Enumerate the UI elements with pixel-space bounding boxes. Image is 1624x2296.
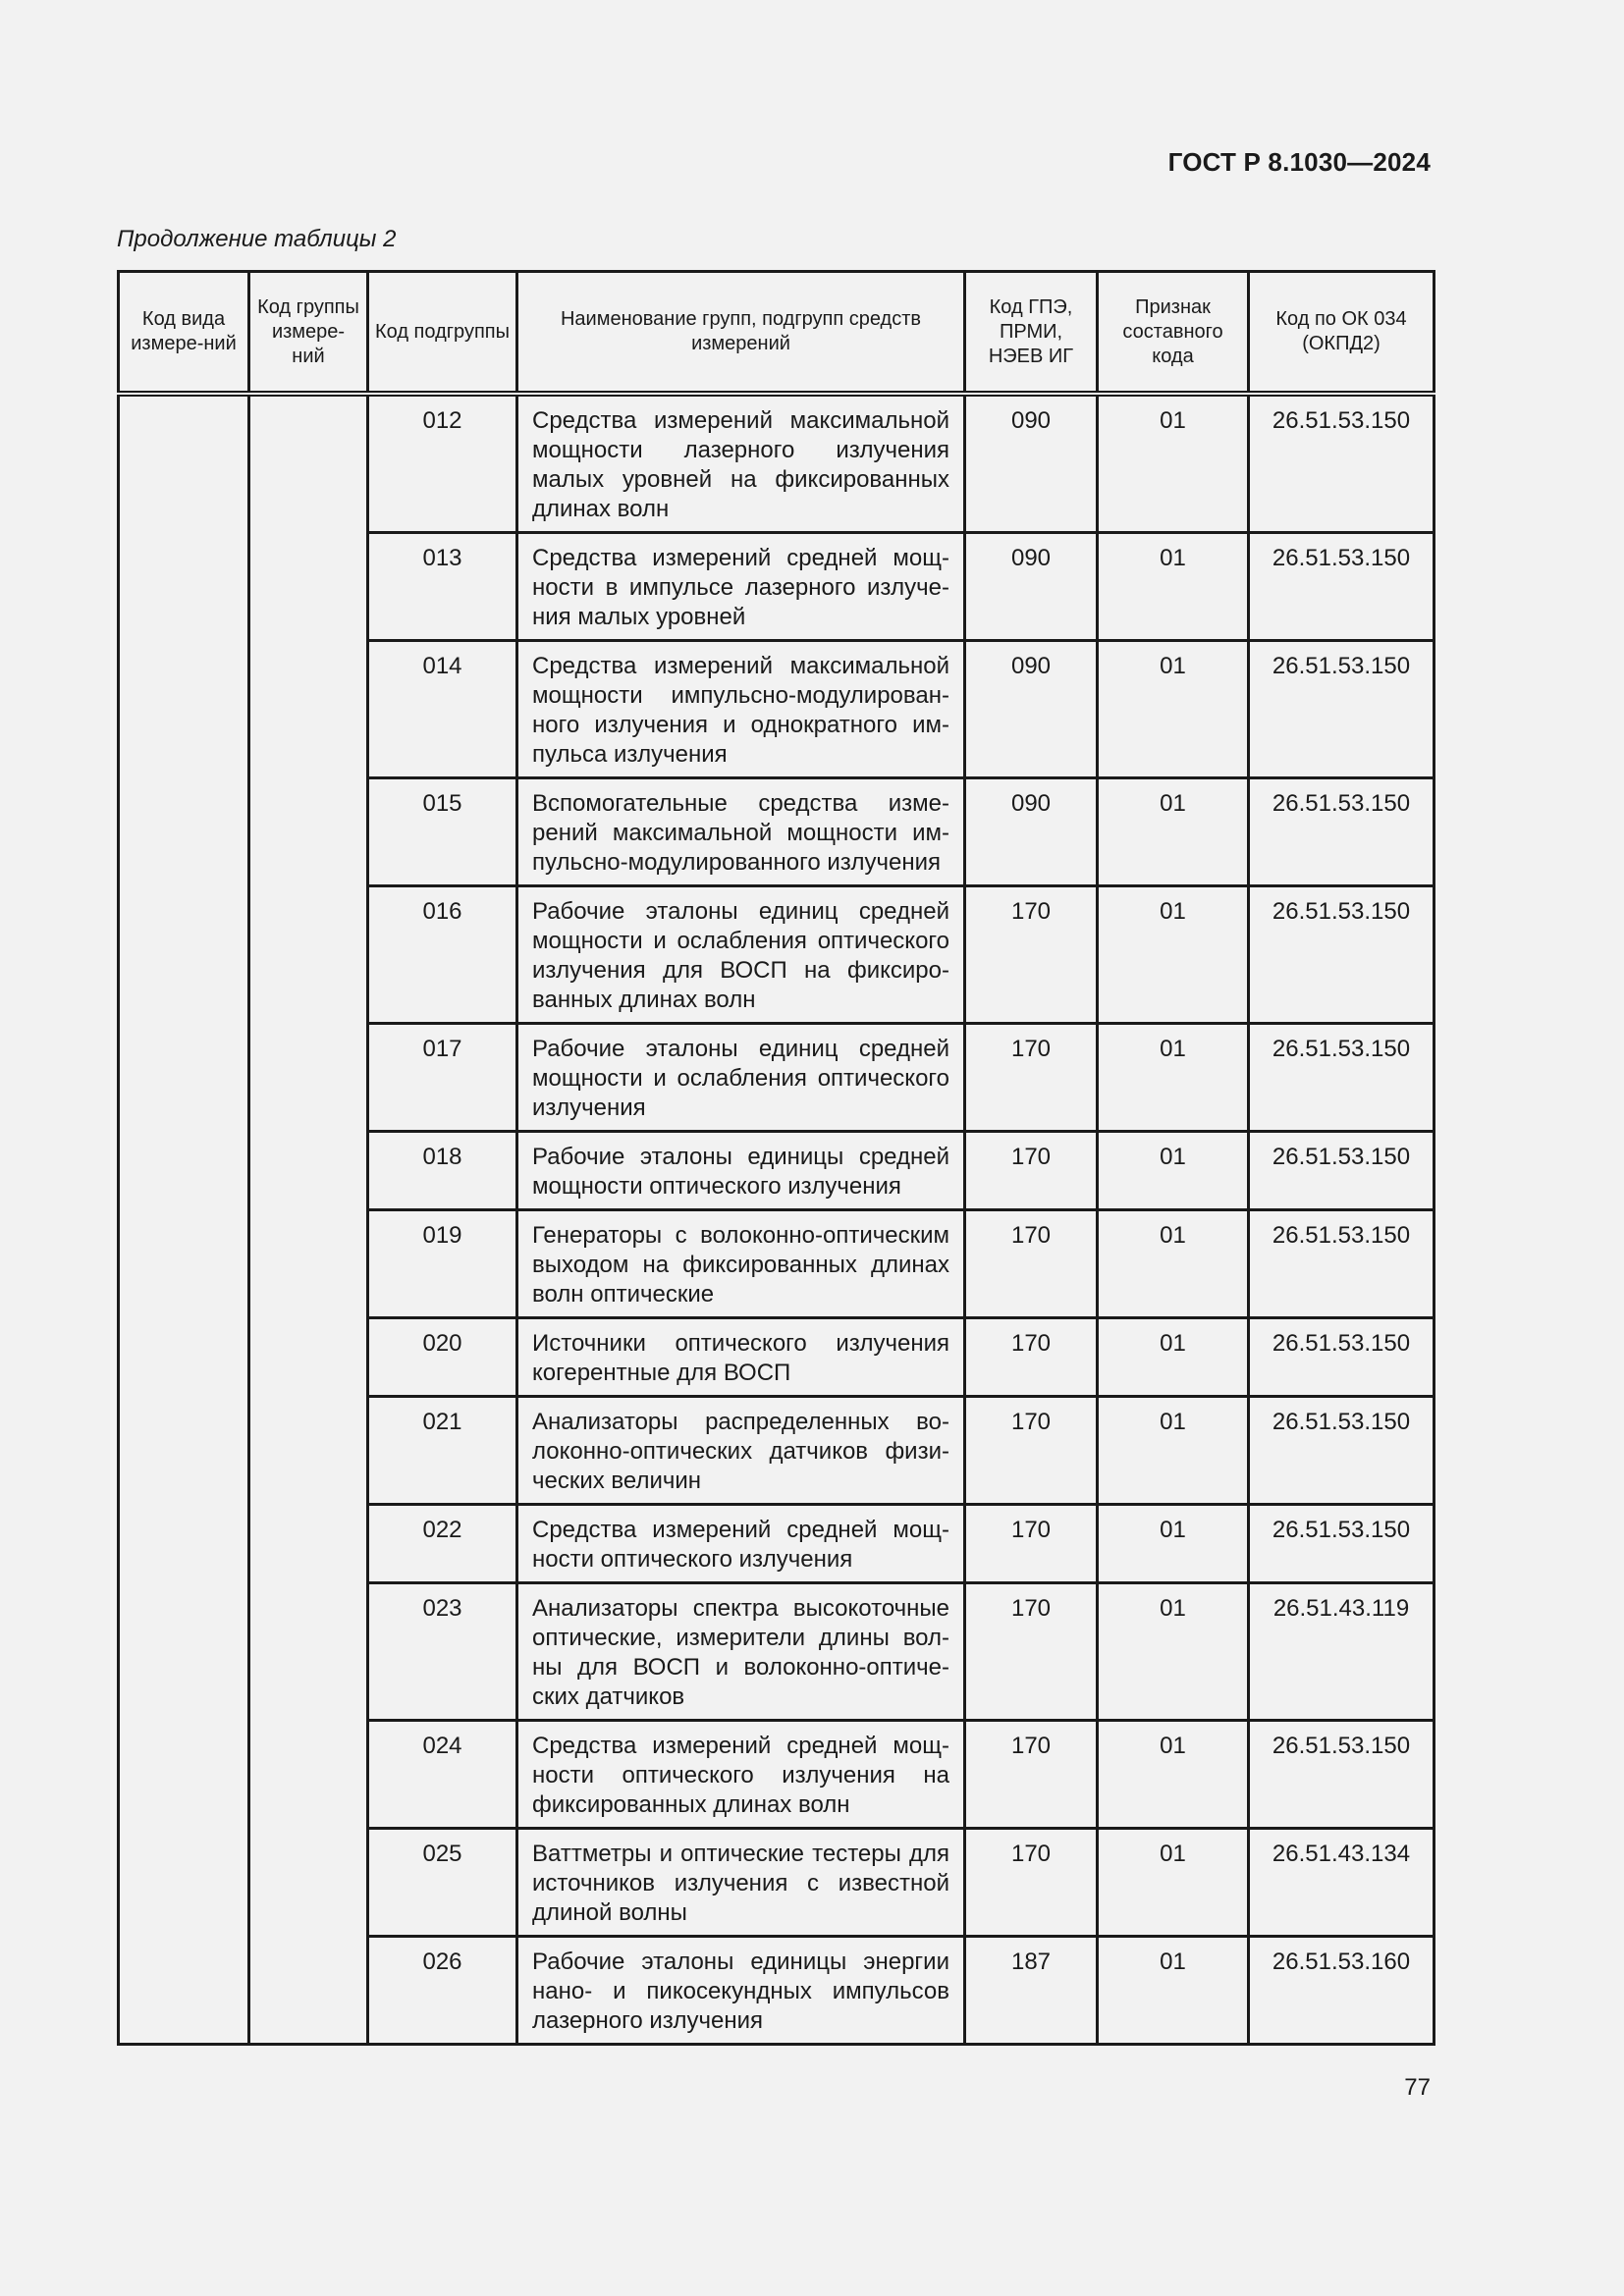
table-body (119, 394, 1435, 2045)
gpe-code-cell: 170 (965, 886, 1098, 1024)
page-number: 77 (1404, 2074, 1431, 2101)
composite-flag-cell: 01 (1098, 533, 1249, 641)
gpe-code-cell: 170 (965, 1024, 1098, 1132)
group-name-cell: Анализаторы спектра высокоточные оптические, измерители длины волны для ВОСП и волоконно-оптических датчиков (517, 1583, 965, 1721)
subgroup-code-cell: 012 (368, 394, 517, 533)
gpe-code-cell: 170 (965, 1397, 1098, 1505)
composite-flag-cell: 01 (1098, 886, 1249, 1024)
subgroup-code-cell: 022 (368, 1505, 517, 1583)
okpd2-code-cell: 26.51.53.150 (1249, 1505, 1435, 1583)
gpe-code-cell: 170 (965, 1505, 1098, 1583)
gpe-code-cell: 090 (965, 778, 1098, 886)
okpd2-code-cell: 26.51.43.134 (1249, 1829, 1435, 1937)
header-measurement-group-code: Код группы измере-ний (249, 272, 368, 395)
header-group-name: Наименование групп, подгрупп средств измерений (517, 272, 965, 395)
okpd2-code-cell: 26.51.53.150 (1249, 394, 1435, 533)
table-header-row (119, 272, 1435, 395)
subgroup-code-cell: 020 (368, 1318, 517, 1397)
okpd2-code-cell: 26.51.43.119 (1249, 1583, 1435, 1721)
subgroup-code-cell: 025 (368, 1829, 517, 1937)
gpe-code-cell: 090 (965, 394, 1098, 533)
gpe-code-cell: 170 (965, 1318, 1098, 1397)
gpe-code-cell: 170 (965, 1829, 1098, 1937)
composite-flag-cell: 01 (1098, 1024, 1249, 1132)
gpe-code-cell: 170 (965, 1721, 1098, 1829)
group-name-cell: Анализаторы распределенных волоконно-оптических датчиков физических величин (517, 1397, 965, 1505)
composite-flag-cell: 01 (1098, 1318, 1249, 1397)
subgroup-code-cell: 015 (368, 778, 517, 886)
group-name-cell: Источники оптического излучения когерентные для ВОСП (517, 1318, 965, 1397)
subgroup-code-cell: 021 (368, 1397, 517, 1505)
okpd2-code-cell: 26.51.53.150 (1249, 1721, 1435, 1829)
subgroup-code-cell: 016 (368, 886, 517, 1024)
header-okpd2-code: Код по ОК 034 (ОКПД2) (1249, 272, 1435, 395)
group-name-cell: Рабочие эталоны единиц средней мощности и ослабления оптического излучения для ВОСП на фиксированных длинах волн (517, 886, 965, 1024)
okpd2-code-cell: 26.51.53.150 (1249, 778, 1435, 886)
subgroup-code-cell: 013 (368, 533, 517, 641)
group-name-cell: Рабочие эталоны единиц средней мощности и ослабления оптического излучения (517, 1024, 965, 1132)
subgroup-code-cell: 019 (368, 1210, 517, 1318)
header-subgroup-code: Код подгруппы (368, 272, 517, 395)
composite-flag-cell: 01 (1098, 1829, 1249, 1937)
gpe-code-cell: 170 (965, 1583, 1098, 1721)
measurement-type-cell (119, 394, 249, 2045)
group-name-cell: Средства измерений максимальной мощности лазерного излучения малых уровней на фиксированных длинах волн (517, 394, 965, 533)
gpe-code-cell: 090 (965, 533, 1098, 641)
okpd2-code-cell: 26.51.53.150 (1249, 1132, 1435, 1210)
composite-flag-cell: 01 (1098, 778, 1249, 886)
okpd2-code-cell: 26.51.53.150 (1249, 533, 1435, 641)
group-name-cell: Средства измерений средней мощности оптического излучения (517, 1505, 965, 1583)
composite-flag-cell: 01 (1098, 1721, 1249, 1829)
subgroup-code-cell: 017 (368, 1024, 517, 1132)
okpd2-code-cell: 26.51.53.150 (1249, 886, 1435, 1024)
measurement-group-cell (249, 394, 368, 2045)
group-name-cell: Рабочие эталоны единицы средней мощности оптического излучения (517, 1132, 965, 1210)
header-measurement-type-code: Код вида измере-ний (119, 272, 249, 395)
composite-flag-cell: 01 (1098, 1210, 1249, 1318)
composite-flag-cell: 01 (1098, 394, 1249, 533)
group-name-cell: Средства измерений средней мощности в импульсе лазерного излучения малых уровней (517, 533, 965, 641)
composite-flag-cell: 01 (1098, 641, 1249, 778)
composite-flag-cell: 01 (1098, 1505, 1249, 1583)
group-name-cell: Средства измерений средней мощности оптического излучения на фиксированных длинах волн (517, 1721, 965, 1829)
subgroup-code-cell: 024 (368, 1721, 517, 1829)
gpe-code-cell: 187 (965, 1937, 1098, 2045)
okpd2-code-cell: 26.51.53.150 (1249, 1318, 1435, 1397)
gpe-code-cell: 170 (965, 1132, 1098, 1210)
header-gpe-code: Код ГПЭ, ПРМИ, НЭЕВ ИГ (965, 272, 1098, 395)
composite-flag-cell: 01 (1098, 1397, 1249, 1505)
subgroup-code-cell: 023 (368, 1583, 517, 1721)
group-name-cell: Средства измерений максимальной мощности импульсно-модулированного излучения и однократного импульса излучения (517, 641, 965, 778)
composite-flag-cell: 01 (1098, 1583, 1249, 1721)
okpd2-code-cell: 26.51.53.150 (1249, 1210, 1435, 1318)
composite-flag-cell: 01 (1098, 1937, 1249, 2045)
table-row (119, 394, 1435, 533)
gpe-code-cell: 090 (965, 641, 1098, 778)
group-name-cell: Ваттметры и оптические тестеры для источников излучения с известной длиной волны (517, 1829, 965, 1937)
okpd2-code-cell: 26.51.53.150 (1249, 1397, 1435, 1505)
composite-flag-cell: 01 (1098, 1132, 1249, 1210)
okpd2-code-cell: 26.51.53.160 (1249, 1937, 1435, 2045)
group-name-cell: Генераторы с волоконно-оптическим выходом на фиксированных длинах волн оптические (517, 1210, 965, 1318)
subgroup-code-cell: 014 (368, 641, 517, 778)
gpe-code-cell: 170 (965, 1210, 1098, 1318)
table-caption: Продолжение таблицы 2 (117, 226, 397, 252)
document-code: ГОСТ Р 8.1030—2024 (1167, 147, 1431, 177)
group-name-cell: Вспомогательные средства измерений максимальной мощности импульсно-модулированного излучения (517, 778, 965, 886)
group-name-cell: Рабочие эталоны единицы энергии нано- и пикосекундных импульсов лазерного излучения (517, 1937, 965, 2045)
okpd2-code-cell: 26.51.53.150 (1249, 641, 1435, 778)
okpd2-code-cell: 26.51.53.150 (1249, 1024, 1435, 1132)
subgroup-code-cell: 026 (368, 1937, 517, 2045)
header-composite-flag: Признак составного кода (1098, 272, 1249, 395)
subgroup-code-cell: 018 (368, 1132, 517, 1210)
measurement-table (117, 270, 1435, 2046)
